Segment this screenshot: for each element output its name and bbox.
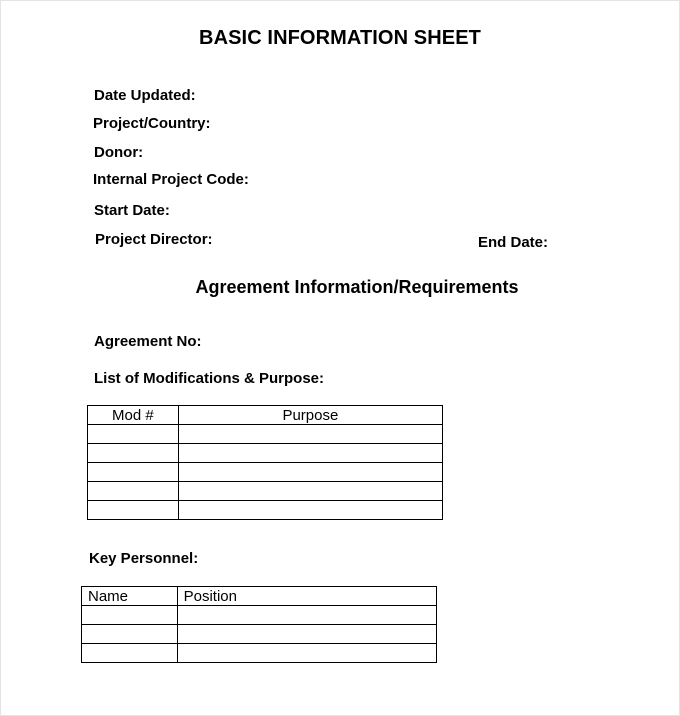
column-header-mod: Mod # [88, 406, 179, 425]
table-cell [82, 606, 178, 625]
table-cell [178, 463, 442, 482]
column-header-purpose: Purpose [178, 406, 442, 425]
table-row [82, 606, 437, 625]
table-cell [88, 463, 179, 482]
date-updated-label: Date Updated: [94, 87, 196, 104]
start-date-label: Start Date: [94, 202, 170, 219]
table-row [88, 482, 443, 501]
column-header-position: Position [177, 587, 436, 606]
table-row [82, 644, 437, 663]
table-header-row [82, 587, 437, 606]
modifications-table [87, 405, 443, 520]
table-cell [178, 444, 442, 463]
table-cell [178, 501, 442, 520]
key-personnel-table [81, 586, 437, 663]
modifications-label: List of Modifications & Purpose: [94, 370, 325, 387]
key-personnel-label: Key Personnel: [89, 550, 199, 567]
table-cell [177, 625, 436, 644]
table-row [82, 625, 437, 644]
table-row [88, 501, 443, 520]
table-cell [88, 444, 179, 463]
table-cell [88, 501, 179, 520]
table-header-row [88, 406, 443, 425]
agreement-section-title: Agreement Information/Requirements [195, 277, 519, 297]
page-title: BASIC INFORMATION SHEET [199, 27, 481, 49]
table-cell [82, 644, 178, 663]
table-cell [177, 644, 436, 663]
table-row [88, 425, 443, 444]
column-header-name: Name [82, 587, 178, 606]
donor-label: Donor: [94, 144, 144, 161]
table-cell [178, 425, 442, 444]
internal-project-code-label: Internal Project Code: [93, 171, 249, 188]
end-date-label: End Date: [478, 234, 549, 251]
table-row [88, 444, 443, 463]
table-cell [88, 425, 179, 444]
table-cell [177, 606, 436, 625]
table-row [88, 463, 443, 482]
project-country-label: Project/Country: [93, 115, 211, 132]
project-director-label: Project Director: [95, 231, 213, 248]
table-cell [178, 482, 442, 501]
table-cell [88, 482, 179, 501]
table-cell [82, 625, 178, 644]
agreement-no-label: Agreement No: [94, 333, 202, 350]
